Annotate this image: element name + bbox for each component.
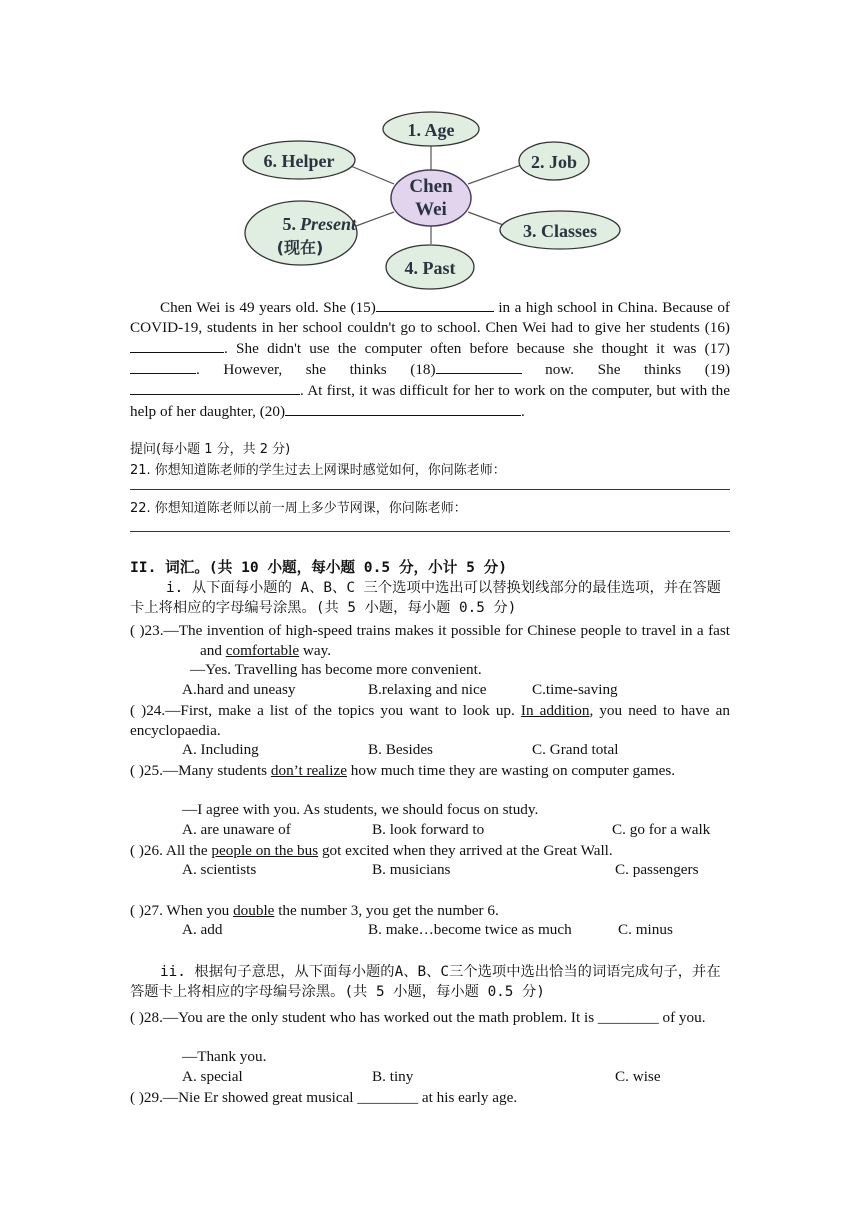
- question-29: ( )29.—Nie Er showed great musical ________ at his early age.: [130, 1089, 518, 1106]
- blank-18[interactable]: [436, 359, 522, 374]
- ask-section-title: 提问(每小题 1 分，共 2 分): [130, 442, 291, 457]
- q23-option-b[interactable]: B.relaxing and nice: [368, 681, 487, 698]
- svg-text:(现在): (现在): [276, 238, 324, 257]
- svg-text:2. Job: 2. Job: [530, 152, 578, 172]
- question-28-reply: —Thank you.: [182, 1048, 267, 1065]
- svg-text:Chen: Chen: [409, 176, 453, 197]
- svg-text:6. Helper: 6. Helper: [263, 151, 335, 171]
- blank-19[interactable]: [130, 380, 300, 395]
- question-21: 21. 你想知道陈老师的学生过去上网课时感觉如何，你问陈老师：: [130, 463, 506, 478]
- question-23: ( )23.—The invention of high-speed trains makes it possible for Chinese people to travel in a fast and comfortable way.: [130, 622, 730, 659]
- question-25: ( )25.—Many students don’t realize how much time they are wasting on computer games.: [130, 762, 676, 779]
- mindmap-node-classes: [500, 211, 620, 249]
- passage-paragraph: Chen Wei is 49 years old. She (15) in a high school in China. Because of COVID-19, students in her school couldn't go to school. Chen Wei had to give her students (16). She didn't use the computer often before because she thought it was (17). However, she thinks (18) now. She thinks (19). At first, it was difficult for her to work on the computer, but with the help of her daughter, (20) .: [130, 299, 731, 421]
- mindmap-node-past: [386, 245, 474, 289]
- q24-option-a[interactable]: A. Including: [182, 741, 259, 758]
- blank-16[interactable]: [130, 338, 224, 353]
- svg-text:Wei: Wei: [415, 199, 447, 220]
- mindmap-node-age: [383, 112, 479, 146]
- question-26: ( )26. All the people on the bus got excited when they arrived at the Great Wall.: [130, 842, 613, 859]
- q25-option-b[interactable]: B. look forward to: [372, 821, 485, 838]
- section-2-instruction-ii: ii. 根据句子意思，从下面每小题的A、B、C三个选项中选出恰当的词语完成句子，并在答题卡上将相应的字母编号涂黑。(共 5 小题，每小题 0.5 分): [130, 964, 721, 1000]
- mindmap-center-node: [391, 170, 471, 226]
- q26-option-c[interactable]: C. passengers: [615, 861, 699, 878]
- q24-option-c[interactable]: C. Grand total: [532, 741, 619, 758]
- answer-line-21[interactable]: [130, 489, 730, 490]
- mindmap-node-present: [245, 201, 357, 265]
- q25-option-c[interactable]: C. go for a walk: [612, 821, 711, 838]
- q26-option-a[interactable]: A. scientists: [182, 861, 257, 878]
- answer-line-22[interactable]: [130, 531, 730, 532]
- q23-option-a[interactable]: A.hard and uneasy: [182, 681, 296, 698]
- blank-20[interactable]: [285, 401, 521, 416]
- svg-text:4. Past: 4. Past: [404, 258, 456, 278]
- q24-option-b[interactable]: B. Besides: [368, 741, 433, 758]
- svg-text:1. Age: 1. Age: [407, 120, 455, 140]
- svg-text:3. Classes: 3. Classes: [522, 221, 598, 241]
- question-23-reply: —Yes. Travelling has become more convenient.: [190, 661, 482, 678]
- q23-option-c[interactable]: C.time-saving: [532, 681, 618, 698]
- q27-option-a[interactable]: A. add: [182, 921, 223, 938]
- svg-text:5.: 5.: [282, 214, 296, 234]
- q27-option-c[interactable]: C. minus: [618, 921, 673, 938]
- q28-option-b[interactable]: B. tiny: [372, 1068, 414, 1085]
- q28-option-c[interactable]: C. wise: [615, 1068, 661, 1085]
- mindmap-diagram: [236, 102, 626, 298]
- section-2-instruction-i: i. 从下面每小题的 A、B、C 三个选项中选出可以替换划线部分的最佳选项，并在答题卡上将相应的字母编号涂黑。(共 5 小题，每小题 0.5 分): [130, 580, 721, 616]
- blank-17[interactable]: [130, 359, 196, 374]
- q25-option-a[interactable]: A. are unaware of: [182, 821, 291, 838]
- q26-option-b[interactable]: B. musicians: [372, 861, 451, 878]
- question-22: 22. 你想知道陈老师以前一周上多少节网课，你问陈老师：: [130, 501, 467, 516]
- mindmap-node-helper: [243, 141, 355, 179]
- question-27: ( )27. When you double the number 3, you get the number 6.: [130, 902, 499, 919]
- q27-option-b[interactable]: B. make…become twice as much: [368, 921, 572, 938]
- section-2-heading: II. 词汇。(共 10 小题，每小题 0.5 分，小计 5 分): [130, 559, 508, 576]
- svg-text:Present: Present: [300, 214, 356, 234]
- question-25-reply: —I agree with you. As students, we should focus on study.: [182, 801, 539, 818]
- mindmap-node-job: [519, 142, 589, 180]
- question-28: ( )28.—You are the only student who has worked out the math problem. It is ________ of you.: [130, 1009, 706, 1026]
- blank-15[interactable]: [376, 297, 494, 312]
- question-24: ( )24.—First, make a list of the topics you want to look up. In addition, you need to have an encyclopaedia.: [130, 702, 730, 739]
- q28-option-a[interactable]: A. special: [182, 1068, 243, 1085]
